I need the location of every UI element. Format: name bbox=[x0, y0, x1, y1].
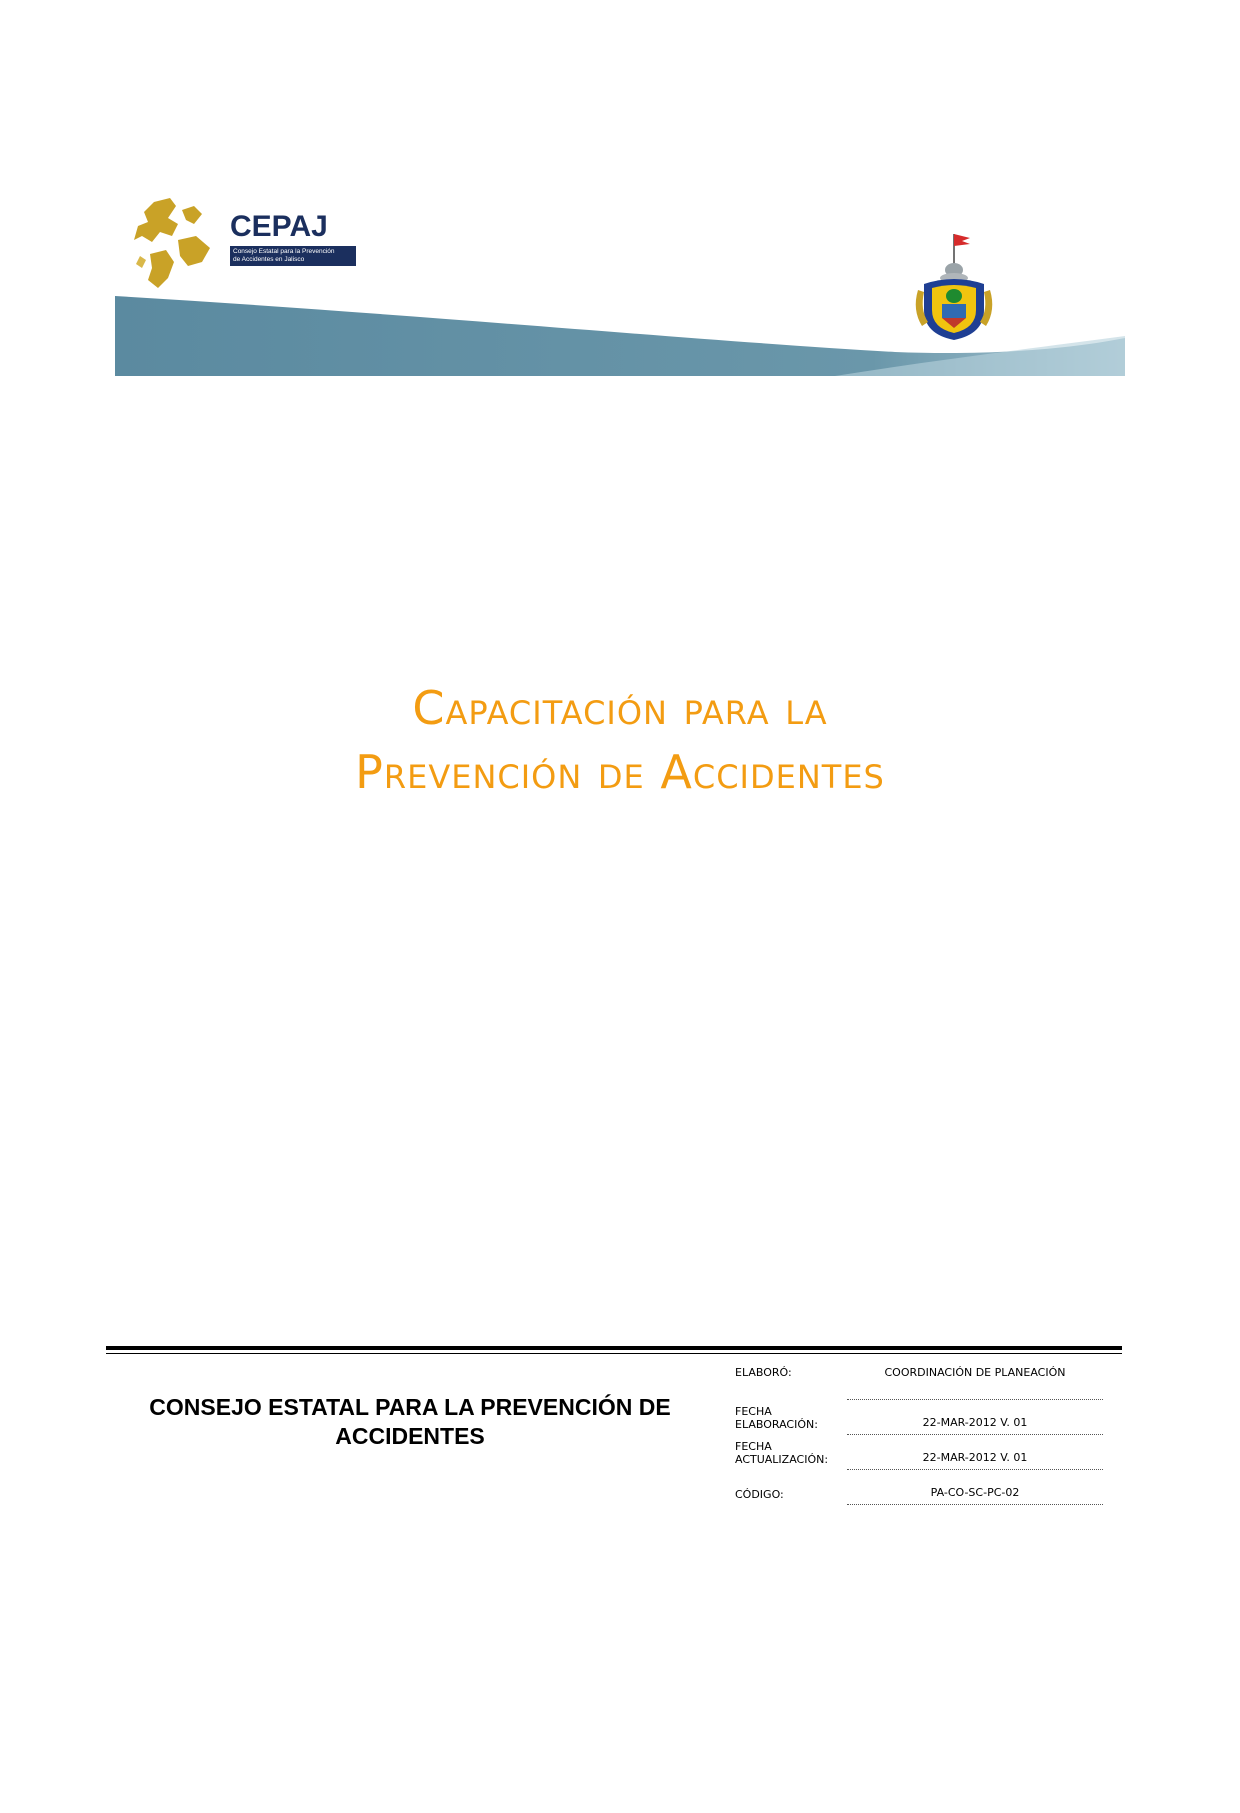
organization-name: CONSEJO ESTATAL PARA LA PREVENCIÓN DE ACCIDENTES bbox=[149, 1394, 671, 1449]
info-value: COORDINACIÓN DE PLANEACIÓN bbox=[884, 1366, 1066, 1379]
jalisco-map-icon bbox=[132, 196, 214, 292]
info-label: FECHA ACTUALIZACIÓN: bbox=[735, 1440, 829, 1466]
info-label: CÓDIGO: bbox=[735, 1488, 784, 1501]
document-title-line2: Prevención de Accidentes bbox=[355, 745, 885, 799]
info-value: 22-MAR-2012 V. 01 bbox=[922, 1451, 1028, 1464]
document-title bbox=[120, 676, 1120, 804]
cepaj-logo bbox=[132, 196, 362, 292]
logo-tagline-line2: de Accidentes en Jalisco bbox=[233, 256, 305, 263]
info-row-fecha-elaboracion bbox=[735, 1400, 1103, 1435]
info-row-fecha-actualizacion bbox=[735, 1435, 1103, 1470]
info-label: ELABORÓ: bbox=[735, 1366, 792, 1379]
logo-tagline bbox=[230, 246, 356, 266]
logo-tagline-line1: Consejo Estatal para la Prevención bbox=[233, 248, 335, 255]
info-value: 22-MAR-2012 V. 01 bbox=[922, 1416, 1028, 1429]
footer-rule-thin bbox=[106, 1353, 1122, 1354]
footer-rule-thick bbox=[106, 1346, 1122, 1350]
document-info-table bbox=[735, 1362, 1103, 1505]
coat-of-arms-icon bbox=[912, 230, 996, 342]
document-title-line1: Capacitación para la bbox=[412, 681, 828, 735]
dotted-divider bbox=[847, 1504, 1103, 1505]
logo-name: CEPAJ bbox=[230, 210, 328, 243]
info-row-elaboro bbox=[735, 1362, 1103, 1400]
info-row-codigo bbox=[735, 1470, 1103, 1505]
info-value: PA-CO-SC-PC-02 bbox=[930, 1486, 1020, 1499]
info-label: FECHA ELABORACIÓN: bbox=[735, 1405, 818, 1431]
